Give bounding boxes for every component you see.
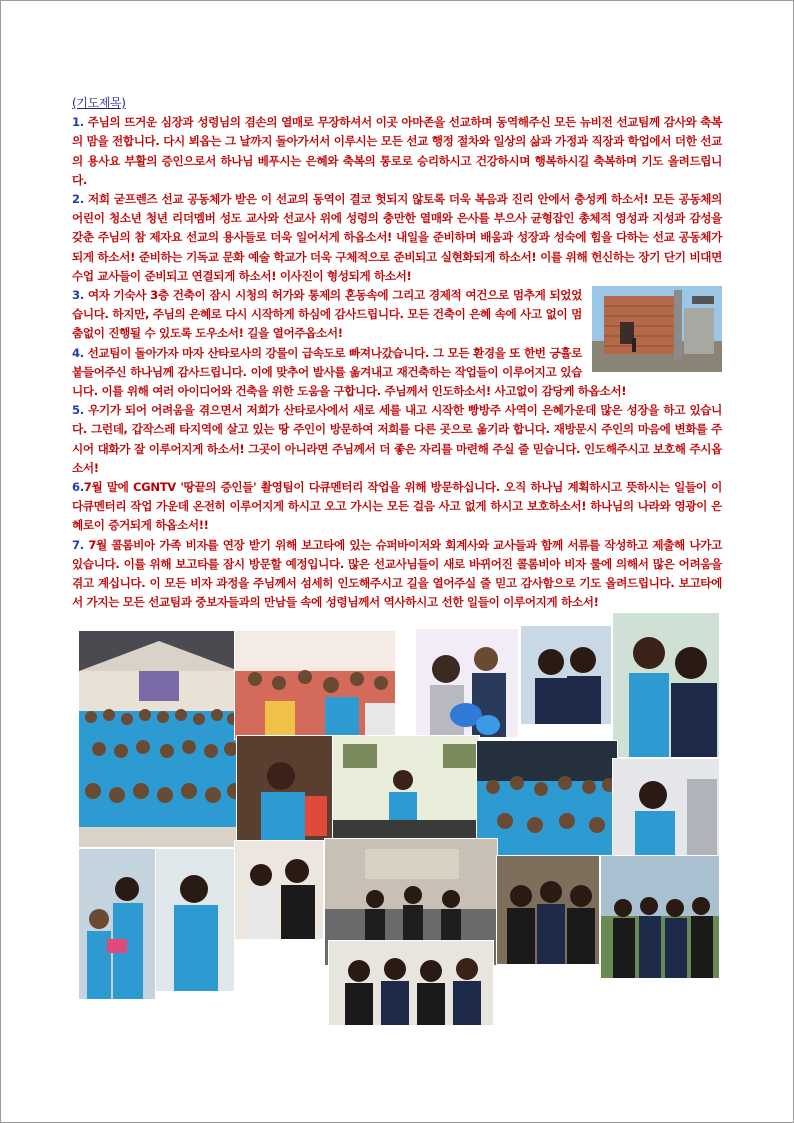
item-number: 2. [72, 192, 84, 207]
item-number: 7. [72, 537, 84, 552]
prayer-item-2 [72, 190, 722, 286]
prayer-heading: (기도제목) [72, 96, 126, 110]
two-teachers-photo [234, 840, 324, 940]
item-number: 1. [72, 115, 84, 130]
prayer-list [72, 94, 722, 612]
gift-smile-photo [236, 735, 334, 847]
kids-gift-photo [78, 848, 156, 1000]
item-number: 6. [72, 480, 84, 495]
item-text: 주님의 뜨거운 심장과 성령님의 겸손의 열매로 무장하셔서 이곳 아마존을 선교하며 동역해주신 모든 뉴비전 선교팀께 감사와 축복의 맘을 전합니다. 다시 뵈옵는 그 날까지 돌아가서서 이루시는 모든 선교 행정 절차와 일상의 삶과 가정과 직장과 학업에서 더한 선교의 용사요 부활의 증인으로서 하나님 베푸시는 은혜와 축복의 통로로 승리하시고 건강하시며 행복하시길 축복하며 기도 올려드립니다. [72, 115, 722, 187]
riverside-group-photo [600, 855, 720, 979]
worship-stage-photo [332, 735, 480, 839]
girl-blue-shirt-photo [155, 848, 235, 992]
prayer-item-1 [72, 113, 722, 190]
group-photo-hall [78, 630, 238, 848]
item-text: 여자 기숙사 3층 건축이 잠시 시청의 허가와 통제의 혼동속에 그리고 경제적 여건으로 멈추게 되었었습니다. 하지만, 주님의 은혜로 다시 시작하게 하심에 감사드립니다. 모든 건축이 은혜 속에 사고 없이 멈춤없이 진행될 수 있도록 도우소서! 길을 열어주옵소서! [72, 288, 582, 341]
two-kids-photo [520, 625, 612, 725]
construction-photo [592, 286, 722, 372]
group-selfie-photo [328, 940, 494, 1026]
girls-phone-photo [612, 612, 720, 758]
item-text: 저희 굳프렌즈 선교 공동체가 받은 이 선교의 동역이 결코 헛되지 않토록 더욱 복음과 진리 안에서 충성케 하소서! 모든 공동체의 어린이 청소년 청년 리더멤버 성도 교사와 선교사 위에 성령의 충만한 열매와 은사를 부으사 균형잡인 총체적 영성과 지성과 감성을 갖춘 주님의 참 제자요 선교의 용사들로 더욱 일어서게 하옵소서! 내일을 준비하며 배움과 성장과 성숙에 힘을 다하는 선교 공동체가 되게 하소서! 준비하는 기독교 문화 예술 학교가 더욱 구체적으로 준비되고 실현화되게 하소서! 이를 위해 헌신하는 장기 단기 비대면 수업 교사들이 준비되고 연결되게 하소서! 이사진이 형성되게 하소서! [72, 192, 722, 283]
balloon-kids-photo [415, 628, 519, 738]
prayer-item-6 [72, 478, 722, 536]
item-number: 5. [72, 403, 84, 418]
item-text: 우기가 되어 어려움을 겪으면서 저희가 산타로사에서 새로 세를 내고 시작한 빵방주 사역이 은혜가운데 많은 성장을 하고 있습니다. 그런데, 갑작스레 타지역에 살고 있는 땅 주인이 방문하여 저희를 다른 곳으로 옮기라 합니다. 재방문시 주인의 마음에 변화를 주시어 대화가 잘 이루어지게 하소서! 그곳이 아니라면 주님께서 더 좋은 자리를 마련해 주실 줄 믿습니다. 인도해주시고 보호해 주시옵소서! [72, 403, 722, 475]
children-crowd-photo [234, 630, 396, 740]
prayer-item-5 [72, 401, 722, 478]
item-text: 7월 콜롬비아 가족 비자를 연장 받기 위해 보고타에 있는 슈퍼바이저와 회계사와 교사들과 함께 서류를 작성하고 제출해 나가고 있습니다. 이를 위해 보고타를 잠시 방문할 예정입니다. 많은 선교사님들이 새로 바뀌어진 콜롬비아 비자 룰에 의해서 많은 어려움을 겪고 계십니다. 이 모든 비자 과정을 주님께서 섬세히 인도해주시고 길을 열어주실 줄 믿고 감사함으로 기도 올려드립니다. 보고타에서 가지는 모든 선교팀과 중보자들과의 만남들 속에 성령님께서 역사하시고 선한 일들이 이루어지게 하소서! [72, 537, 722, 610]
item-number: 3. [72, 288, 84, 303]
item-text: 선교팀이 돌아가자 마자 산타로사의 강물이 급속도로 빠져나갔습니다. 그 모든 환경을 또 한번 긍휼로 붙들어주신 하나님께 감사드립니다. 이에 맞추어 발사를 옮겨내고 재건축하는 작업들이 이루어지고 있습니다. 이를 위해 여러 아이디어와 건축을 위한 도움을 구합니다. 주님께서 인도하소서! 사고없이 감당케 하옵소서! [72, 345, 627, 399]
prayer-item-7 [72, 536, 722, 613]
item-text: 7월 말에 CGNTV '땅끝의 증인들' 촬영팀이 다큐멘터리 작업을 위해 방문하십니다. 오직 하나님 계획하시고 뜻하시는 일들이 이 다큐멘터리 작업 가운데 온전히 이루어지게 하시고 오고 가시는 모든 걸음 사고 없게 하시고 보호하소서! 하나님의 나라와 영광이 은혜로이 증거되게 하옵소서!! [72, 480, 722, 533]
three-men-photo [496, 855, 600, 965]
smiling-girl-photo [612, 758, 720, 856]
item-number: 4. [72, 345, 84, 360]
